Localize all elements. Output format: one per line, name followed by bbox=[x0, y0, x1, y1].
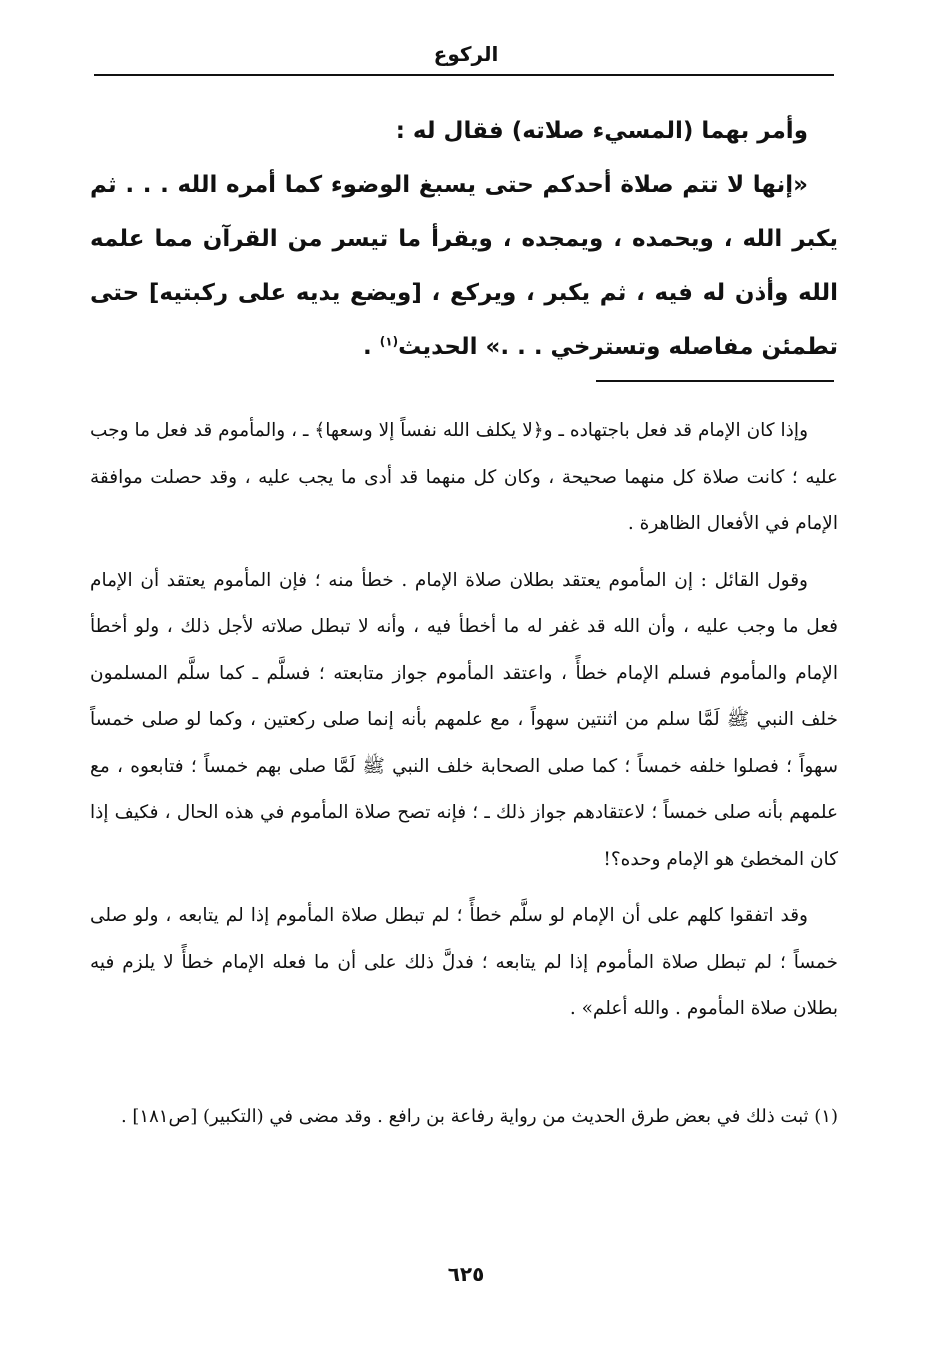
commentary-text bbox=[90, 408, 838, 1043]
header-rule bbox=[94, 74, 834, 76]
main-text bbox=[90, 104, 838, 374]
commentary-paragraph: وإذا كان الإمام قد فعل باجتهاده ـ و﴿لا يكلف الله نفساً إلا وسعها﴾ ـ ، والمأموم قد فعل ما وجب عليه ؛ كانت صلاة كل منهما صحيحة ، وكان كل منهما قد أدى ما يجب عليه ، وقد حصلت موافقة الإمام في الأفعال الظاهرة . bbox=[90, 420, 838, 534]
footnote-reference[interactable]: (١) bbox=[379, 334, 399, 349]
commentary-paragraph: وقول القائل : إن المأموم يعتقد بطلان صلاة الإمام . خطأ منه ؛ فإن المأموم يعتقد أن الإمام فعل ما وجب عليه ، وأن الله قد غفر له ما أخطأ فيه ، وأنه لا تبطل صلاته لأجل ذلك ، ولو أخطأ الإمام والمأموم فسلم الإمام خطأً ، واعتقد المأموم جواز متابعته ؛ فسلَّم ـ كما سلَّم المسلمون خلف النبي ﷺ لَمَّا سلم من اثنتين سهواً ، مع علمهم بأنه إنما صلى ركعتين ، وكما لو صلى خمساً سهواً ؛ فصلوا خلفه خمساً ؛ كما صلى الصحابة خلف النبي ﷺ لَمَّا صلى بهم خمساً ؛ فتابعوه ، مع علمهم بأنه صلى خمساً ؛ لاعتقادهم جواز ذلك ـ ؛ فإنه تصح صلاة المأموم في هذه الحال ، فكيف إذا كان المخطئ هو الإمام وحده؟! bbox=[90, 569, 838, 870]
footnote-text: (١) ثبت ذلك في بعض طرق الحديث من رواية رفاعة بن رافع . وقد مضى في (التكبير) [ص١٨١] . bbox=[120, 1106, 838, 1127]
running-title: الركوع bbox=[433, 42, 499, 66]
hadith-text: «إنها لا تتم صلاة أحدكم حتى يسبغ الوضوء كما أمره الله . . . ثم يكبر الله ، ويحمده ، ويمجده ، ويقرأ ما تيسر من القرآن مما علمه الله وأذن له فيه ، ثم يكبر ، ويركع ، [ويضع يديه على ركبتيه] حتى تطمئن مفاصله وتسترخي . . .» الحديث bbox=[90, 172, 838, 360]
commentary-paragraph: وقد اتفقوا كلهم على أن الإمام لو سلَّم خطأً ؛ لم تبطل صلاة المأموم إذا لم يتابعه ، ولو صلى خمساً ؛ لم تبطل صلاة المأموم إذا لم يتابعه ؛ فدلَّ ذلك على أن ما فعله الإمام خطأً لا يلزم فيه بطلان صلاة المأموم . والله أعلم» . bbox=[90, 905, 838, 1019]
hadith-end: . bbox=[363, 334, 380, 360]
intro-line: وأمر بهما (المسيء صلاته) فقال له : bbox=[395, 118, 808, 144]
footnote bbox=[90, 1094, 838, 1140]
page-number: ٦٢٥ bbox=[447, 1262, 485, 1286]
separator-rule bbox=[596, 380, 834, 382]
hadith-quote bbox=[90, 158, 838, 374]
